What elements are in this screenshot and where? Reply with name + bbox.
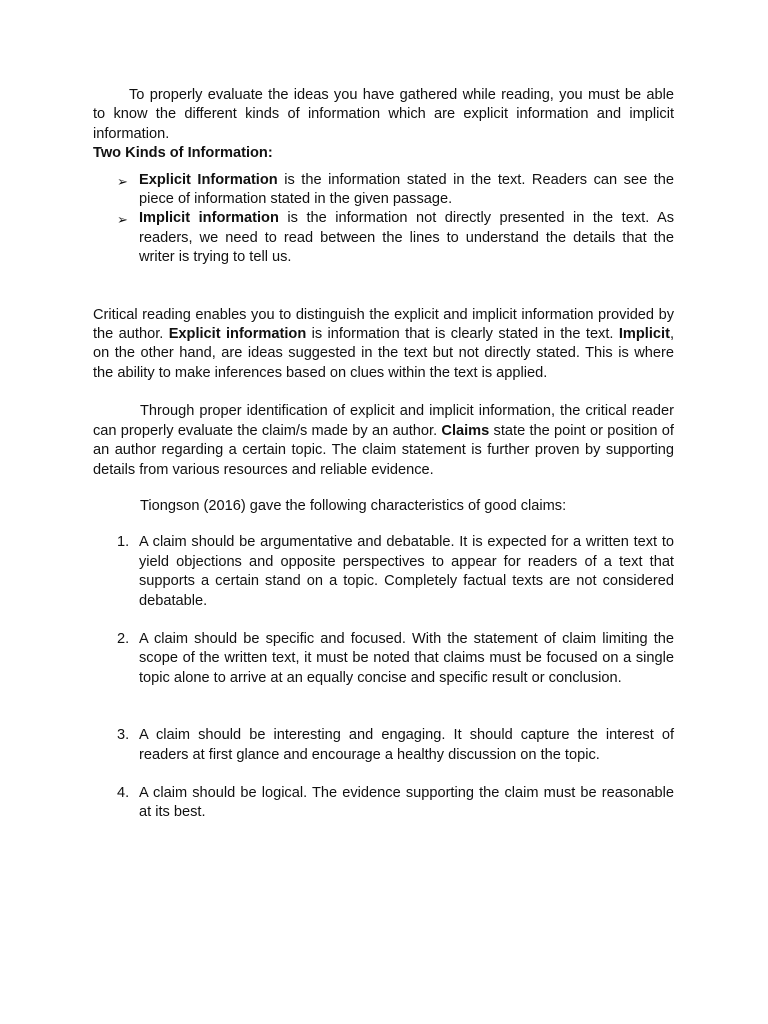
list-item [93, 630, 674, 688]
list-spacer [93, 611, 674, 630]
through-text-1: Through proper identification of explicit and implicit information, the critical reader can properly evaluate the claim/s made by an author. [93, 403, 674, 439]
spacer [93, 383, 674, 402]
list-number: 1. [117, 534, 130, 551]
kinds-heading: Two Kinds of Information: [93, 145, 273, 162]
through-text-2: state the point or position of an author regarding a certain topic. The claim statement is further proven by supporting details from various resources and reliable evidence. [93, 422, 674, 478]
implicit-term: Implicit information [139, 210, 279, 227]
list-spacer [93, 688, 674, 726]
spacer [93, 480, 674, 497]
list-number: 2. [117, 630, 130, 647]
critical-bold-implicit: Implicit [618, 326, 670, 343]
arrow-bullet-icon: ➢ [117, 212, 128, 228]
list-item [93, 171, 674, 210]
spacer [93, 268, 674, 306]
explicit-term: Explicit Information [139, 171, 278, 188]
critical-text-2: is information that is clearly stated in the text. [306, 326, 619, 343]
critical-text-1: Critical reading enables you to distinguish the explicit and implicit information provided by the author. [93, 306, 674, 343]
list-spacer [93, 765, 674, 784]
claim-text: A claim should be specific and focused. With the statement of claim limiting the scope of the written text, it must be noted that claims must be focused on a single topic alone to arrive at an equally concise and specific result or conclusion. [139, 630, 674, 686]
list-item [93, 726, 674, 765]
claim-text: A claim should be logical. The evidence supporting the claim must be reasonable at its best. [139, 784, 674, 821]
implicit-definition: is the information not directly presented in the text. As readers, we need to read between the lines to understand the details that the writer is trying to tell us. [139, 210, 674, 266]
critical-reading-paragraph [93, 306, 674, 384]
claim-text: A claim should be interesting and engaging. It should capture the interest of readers at first glance and encourage a healthy discussion on the topic. [139, 727, 674, 763]
list-item [93, 209, 674, 267]
explicit-definition: is the information stated in the text. Readers can see the piece of information stated in the given passage. [139, 171, 675, 208]
intro-paragraph: To properly evaluate the ideas you have gathered while reading, you must be able to know the different kinds of information which are explicit information and implicit information. [93, 87, 674, 142]
through-bold-claims: Claims [441, 422, 490, 439]
critical-text-3: , on the other hand, are ideas suggested in the text but not directly stated. This is where the ability to make inferences based on clues within the text is applied. [93, 326, 675, 381]
claim-text: A claim should be argumentative and debatable. It is expected for a written text to yield objections and opposite perspectives to appear for readers of a text that supports a certain stand on a topic. Completely factual texts are not considered debatable. [139, 534, 674, 609]
document-page [93, 86, 674, 823]
list-item [93, 533, 674, 611]
list-item [93, 784, 674, 823]
claims-intro-paragraph [93, 402, 674, 480]
arrow-bullet-icon: ➢ [117, 173, 128, 189]
claims-list [93, 533, 674, 822]
kinds-list [93, 171, 674, 268]
list-number: 4. [117, 784, 130, 801]
list-number: 3. [117, 727, 130, 744]
tiongson-paragraph: Tiongson (2016) gave the following characteristics of good claims: [140, 497, 567, 514]
critical-bold-explicit: Explicit information [168, 326, 307, 343]
